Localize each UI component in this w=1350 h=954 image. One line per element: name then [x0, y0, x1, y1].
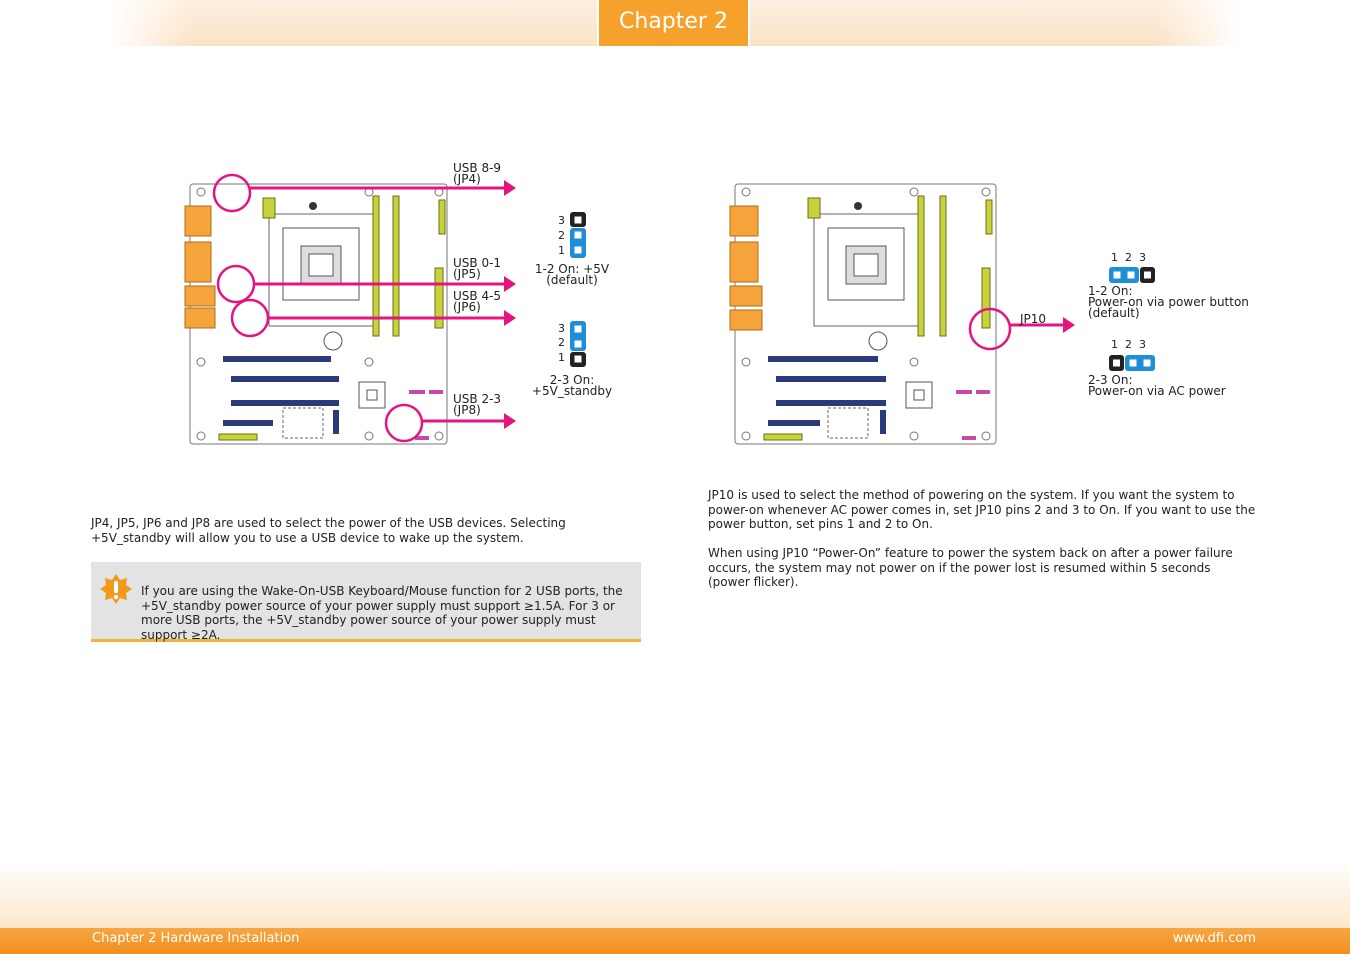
jumper-c-pin-numbers: 1 2 3: [1111, 251, 1146, 264]
jp10-highlight: [970, 309, 1010, 349]
jumper-a-pin1: 1: [558, 244, 565, 257]
jumper-a-pin2: 2: [558, 229, 565, 242]
jumper-vertical-1-2: [569, 211, 587, 259]
note-box: [91, 562, 641, 642]
jumper-a-pin3: 3: [558, 214, 565, 227]
jumper-horizontal-2-3: [1108, 354, 1156, 372]
jp6-highlight: [232, 300, 268, 336]
jumper-d-pin-numbers: 1 2 3: [1111, 338, 1146, 351]
jp8-highlight: [386, 405, 422, 441]
jumper-b-pin2: 2: [558, 336, 565, 349]
jp6-arrowhead: [504, 310, 516, 326]
chapter-tab: Chapter 2: [597, 0, 750, 46]
jumper-horizontal-1-2: [1108, 266, 1156, 284]
jumper-a-caption: 1-2 On: +5V (default): [534, 262, 610, 287]
jp10-label: JP10: [1020, 312, 1047, 326]
jp10-description-1: JP10 is used to select the method of powering on the system. If you want the system to power-on whenever AC power comes in, set JP10 pins 2 and 3 to On. If you want to use the power button, set pins 1 and 2 to On.: [708, 488, 1256, 531]
jumper-b-caption: 2-3 On: +5V_standby: [531, 373, 613, 398]
jp10-arrowhead: [1063, 317, 1075, 333]
jumper-b-pin1: 1: [558, 351, 565, 364]
motherboard-diagram-right: [728, 178, 1000, 450]
jp4-arrowhead: [504, 180, 516, 196]
jumper-d-caption: 2-3 On: Power-on via AC power: [1088, 373, 1226, 398]
jp4-highlight: [214, 175, 250, 211]
footer-website: www.dfi.com: [1172, 931, 1256, 946]
jumper-b-pin3: 3: [558, 322, 565, 335]
note-text: If you are using the Wake-On-USB Keyboard/Mouse function for 2 USB ports, the +5V_standby power source of your power supply must support ≥1.5A. For 3 or more USB ports, the +5V_standby power source of your power supply must support ≥2A.: [141, 584, 623, 642]
jumper-c-caption: 1-2 On: Power-on via power button (default): [1088, 284, 1249, 320]
warning-icon: [99, 572, 133, 612]
footer-chapter-title: Chapter 2 Hardware Installation: [92, 931, 300, 946]
jp5-label: USB 0-1 (JP5): [453, 256, 502, 281]
usb-power-description: JP4, JP5, JP6 and JP8 are used to select the power of the USB devices. Selecting +5V_standby will allow you to use a USB device to wake up the system.: [91, 516, 566, 545]
jp8-arrowhead: [504, 413, 516, 429]
jumper-vertical-2-3: [569, 320, 587, 368]
jp10-description-2: When using JP10 “Power-On” feature to power the system back on after a power failure occurs, the system may not power on if the power lost is resumed within 5 seconds (power flicker).: [708, 546, 1233, 589]
callout-overlay-right: [965, 300, 1080, 360]
jp5-arrowhead: [504, 276, 516, 292]
jp4-label: USB 8-9 (JP4): [453, 161, 502, 186]
jp8-label: USB 2-3 (JP8): [453, 392, 502, 417]
jp6-label: USB 4-5 (JP6): [453, 289, 502, 314]
jp5-highlight: [218, 266, 254, 302]
footer-band: [0, 860, 1350, 930]
